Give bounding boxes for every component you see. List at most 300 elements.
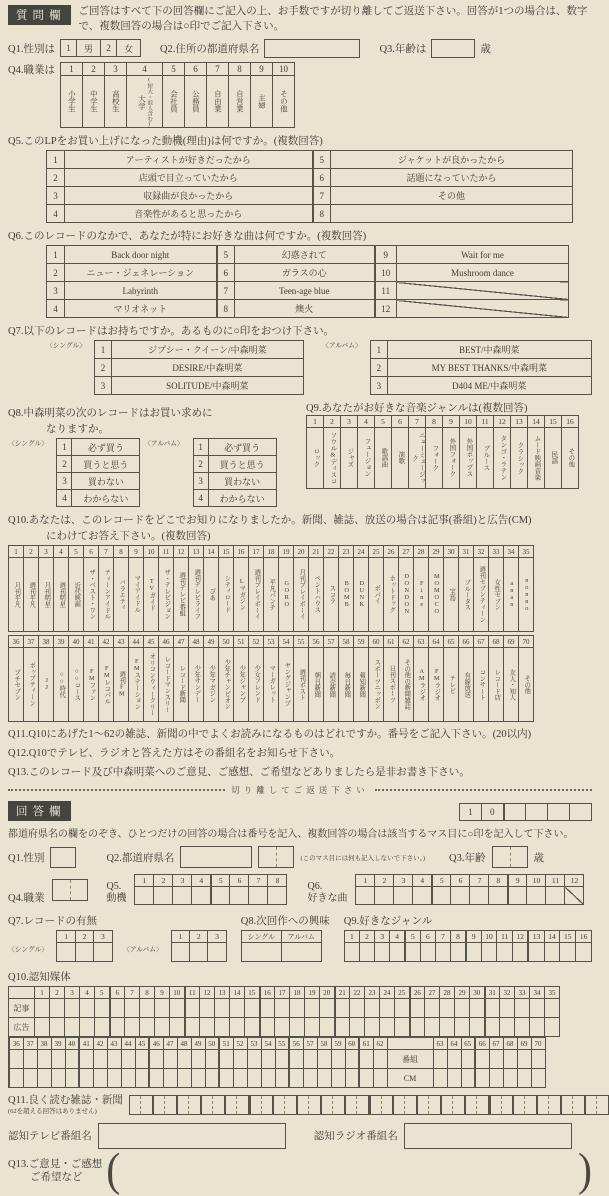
answer-q10a-cell[interactable] (290, 999, 305, 1018)
answer-q10b-cell[interactable] (177, 1069, 191, 1088)
answer-q10a-number: 9 (155, 987, 170, 999)
answer-q10b-cell[interactable] (247, 1069, 261, 1088)
answer-q7-album-grid-cell[interactable] (171, 943, 189, 962)
answer-q10b-cell[interactable] (447, 1069, 461, 1088)
answer-q10a-cell[interactable] (185, 1018, 200, 1037)
answer-q10a-cell[interactable] (350, 999, 365, 1018)
answer-q8-grid (241, 930, 322, 962)
answer-q9-label: Q9.好きなジャンル (343, 916, 433, 928)
answer-q6-grid-number: 2 (375, 875, 394, 887)
q10-media-label-label: 友人・知人 (508, 668, 516, 701)
answer-q10b-cell[interactable] (219, 1069, 233, 1088)
q4-number: 10 (272, 62, 294, 75)
answer-q11-cell[interactable] (321, 1095, 345, 1115)
q10-media-number: 16 (234, 546, 249, 558)
answer-code-cell[interactable] (504, 804, 526, 821)
answer-q10a-cell[interactable] (320, 1018, 335, 1037)
answer-q10b-cell[interactable] (317, 1050, 331, 1069)
answer-q10b-cell[interactable] (93, 1050, 107, 1069)
q10-media-number: 61 (384, 636, 399, 648)
answer-q3-age-box[interactable] (492, 846, 528, 868)
answer-q10b-cell[interactable] (23, 1069, 37, 1088)
q10-media-label-label: MOMOCO (433, 573, 441, 616)
answer-q6-label-line2: 好きな曲 (307, 893, 348, 905)
answer-q10b-cell[interactable] (37, 1069, 51, 1088)
answer-q5-label-line2: 動機 (106, 893, 127, 905)
q10-media-number: 45 (144, 636, 159, 648)
answer-q10a-number: 28 (440, 987, 455, 999)
answer-q9-grid-cell[interactable] (481, 943, 497, 962)
q10-media-label-label: FMファン (88, 667, 96, 701)
answer-q10a-cell[interactable] (395, 1018, 410, 1037)
q4-number: 8 (228, 62, 250, 75)
answer-q11-cell[interactable] (201, 1095, 225, 1115)
answer-q10a-cell[interactable] (440, 1018, 455, 1037)
answer-q10a-cell[interactable] (350, 1018, 365, 1037)
answer-q10a-cell[interactable] (425, 999, 440, 1018)
answer-q7-album-grid-cell[interactable] (208, 943, 226, 962)
answer-q5-grid-cell[interactable] (249, 887, 268, 905)
answer-q9-grid-cell[interactable] (528, 943, 544, 962)
answer-q10b-number: 39 (51, 1038, 65, 1050)
answer-q10b-cell[interactable] (317, 1069, 331, 1088)
answer-q10b-cell[interactable] (461, 1069, 475, 1088)
answer-q9-grid-cell[interactable] (390, 943, 405, 962)
answer-q10a-cell[interactable] (245, 1018, 260, 1037)
answer-q10b-cell[interactable] (373, 1050, 387, 1069)
q10-media-label (99, 558, 114, 632)
answer-q10a-cell[interactable] (50, 999, 65, 1018)
q5-block (8, 133, 592, 223)
answer-q10a-cell[interactable] (545, 999, 560, 1018)
answer-q10b-cell[interactable] (121, 1069, 135, 1088)
answer-q6-grid-cell[interactable] (451, 887, 470, 905)
q9-genre-number: 5 (375, 416, 392, 428)
answer-q10b-cell[interactable] (503, 1050, 517, 1069)
answer-q10a-cell[interactable] (380, 1018, 395, 1037)
q3-age-box[interactable] (431, 39, 475, 58)
q9-genre-label (511, 428, 528, 489)
q10-media-label (249, 648, 264, 722)
answer-q10a-cell[interactable] (365, 1018, 380, 1037)
q10-media-number: 38 (39, 636, 54, 648)
answer-q10b-cell[interactable] (65, 1050, 79, 1069)
answer-q10b-cell[interactable] (205, 1069, 219, 1088)
answer-q10b-cell[interactable] (489, 1069, 503, 1088)
answer-q1-gender-box[interactable] (50, 847, 76, 868)
answer-q10a-cell[interactable] (200, 999, 215, 1018)
answer-q10b-cell[interactable] (261, 1069, 275, 1088)
answer-q9-grid-cell[interactable] (451, 943, 466, 962)
answer-q10a-cell[interactable] (65, 1018, 80, 1037)
answer-q10a-cell[interactable] (230, 1018, 245, 1037)
answer-q10a-cell[interactable] (260, 1018, 275, 1037)
q4-job-label-label: 公務員 (191, 89, 201, 113)
answer-q11-cell[interactable] (537, 1095, 561, 1115)
answer-q7-single-grid-number: 1 (57, 931, 75, 943)
q10-media-label (84, 558, 99, 632)
q4-job-label-label: 小学生 (67, 89, 77, 113)
q8-album-table-slot (193, 438, 277, 507)
answer-q12-radio-label: 認知ラジオ番組名 (313, 1131, 398, 1143)
answer-q10a-cell[interactable] (110, 1018, 125, 1037)
answer-q10b-cell[interactable] (289, 1069, 303, 1088)
answer-q2-label: Q2.都道府県名 (106, 852, 175, 864)
answer-q10b-cell[interactable] (149, 1069, 163, 1088)
answer-q11-cell[interactable] (297, 1095, 321, 1115)
answer-q10b-cell[interactable] (79, 1069, 93, 1088)
answer-q9-grid-cell[interactable] (344, 943, 359, 962)
answer-q10a-cell[interactable] (440, 999, 455, 1018)
q5-option-number: 4 (47, 205, 65, 223)
answer-q10b-cell[interactable] (275, 1069, 289, 1088)
answer-q10a-cell[interactable] (80, 1018, 95, 1037)
answer-q10a-cell[interactable] (95, 1018, 110, 1037)
q10-media-number: 46 (159, 636, 174, 648)
answer-q10a-cell[interactable] (275, 999, 290, 1018)
answer-q10b-cell[interactable] (51, 1050, 65, 1069)
answer-q10b-cell[interactable] (447, 1050, 461, 1069)
answer-q11-cell[interactable] (489, 1095, 513, 1115)
answer-q6-grid-cell[interactable] (375, 887, 394, 905)
answer-q10a-cell[interactable] (215, 999, 230, 1018)
answer-q10b-cell[interactable] (205, 1050, 219, 1069)
answer-q8-cell[interactable] (241, 943, 281, 962)
q8-option-label: 必ず買う (208, 439, 276, 456)
answer-q7-single-grid-cell[interactable] (94, 943, 112, 962)
answer-q11-cell[interactable] (513, 1095, 537, 1115)
q10-media-number: 24 (354, 546, 369, 558)
answer-q10a-cell[interactable] (410, 999, 425, 1018)
answer-q8-cell[interactable] (281, 943, 321, 962)
answer-q10b-cell[interactable] (107, 1069, 121, 1088)
answer-q10b-cell[interactable] (261, 1050, 275, 1069)
answer-q9-grid-cell[interactable] (560, 943, 576, 962)
q2-prefecture-box[interactable] (264, 39, 360, 58)
answer-q10a-cell[interactable] (425, 1018, 440, 1037)
answer-q10b-cell[interactable] (191, 1069, 205, 1088)
answer-q10a-cell[interactable] (35, 999, 50, 1018)
answer-q11-cell[interactable] (249, 1095, 273, 1115)
answer-q10b-cell[interactable] (331, 1050, 345, 1069)
q10-media-label-label: プチセブン (13, 668, 21, 701)
q6-song-number: 3 (47, 282, 65, 300)
answer-q5-grid-cell[interactable] (230, 887, 249, 905)
answer-q10b-cell[interactable] (219, 1050, 233, 1069)
answer-q10a-cell[interactable] (365, 999, 380, 1018)
answer-q7-single-grid-cell[interactable] (75, 943, 93, 962)
answer-q11-cell[interactable] (393, 1095, 417, 1115)
answer-q10a-cell[interactable] (185, 999, 200, 1018)
answer-q6-grid-cell[interactable] (489, 887, 508, 905)
answer-q4-occupation-box[interactable] (52, 879, 88, 901)
answer-q10a-cell[interactable] (545, 1018, 560, 1037)
answer-q5-grid-cell[interactable] (135, 887, 154, 905)
answer-q7-album-grid-cell[interactable] (190, 943, 208, 962)
answer-q11-cell[interactable] (273, 1095, 297, 1115)
q10-media-label-label: その他 (523, 674, 531, 694)
q10-media-label (489, 558, 504, 632)
answer-q12-radio-box[interactable] (404, 1123, 572, 1149)
answer-q6-grid-cell[interactable] (565, 887, 584, 905)
answer-q10a-cell[interactable] (515, 999, 530, 1018)
answer-q5-grid-cell[interactable] (211, 887, 230, 905)
answer-q11-cell[interactable] (153, 1095, 177, 1115)
answer-q10a-cell[interactable] (320, 999, 335, 1018)
answer-q10a-cell[interactable] (530, 1018, 545, 1037)
answer-q10a-cell[interactable] (485, 999, 500, 1018)
answer-q8-grid-slot (241, 930, 330, 962)
answer-q10b-cell[interactable] (233, 1050, 247, 1069)
answer-q10b-cell[interactable] (37, 1050, 51, 1069)
answer-q10a-cell[interactable] (245, 999, 260, 1018)
answer-q10a-cell[interactable] (305, 999, 320, 1018)
answer-q10a-cell[interactable] (305, 1018, 320, 1037)
answer-q5-grid-number: 7 (249, 875, 268, 887)
answer-q10b-cell[interactable] (489, 1050, 503, 1069)
answer-code-cell[interactable] (570, 804, 592, 821)
q10-media-label (144, 648, 159, 722)
q4-number: 6 (184, 62, 206, 75)
q9-genre-label-label: クラシック (516, 441, 524, 475)
answer-q10b-cell[interactable] (163, 1069, 177, 1088)
q10-media-label-label: ザ・ベスト・ワン (88, 569, 96, 620)
answer-q10a-cell[interactable] (170, 999, 185, 1018)
answer-q10a-cell[interactable] (140, 1018, 155, 1037)
answer-q11-cell[interactable] (369, 1095, 393, 1115)
q10-media-label (309, 558, 324, 632)
answer-q10a-cell[interactable] (170, 1018, 185, 1037)
answer-q10b-cell[interactable] (191, 1050, 205, 1069)
q10-media-number: 69 (504, 636, 519, 648)
answer-q6-grid-number: 12 (565, 875, 584, 887)
answer-q10a-cell[interactable] (155, 999, 170, 1018)
answer-q7-single-grid (56, 930, 112, 962)
q5-option-label: 収録曲が良かったから (65, 187, 313, 205)
answer-q2-code-box[interactable] (258, 846, 294, 868)
answer-q10a-cell[interactable] (500, 999, 515, 1018)
q8-option-number: 3 (57, 473, 72, 490)
answer-q6-grid-cell[interactable] (470, 887, 489, 905)
answer-q9-grid-cell[interactable] (420, 943, 435, 962)
answer-q6-grid-cell[interactable] (527, 887, 546, 905)
answer-q10a-cell[interactable] (455, 1018, 470, 1037)
answer-q10a-cell[interactable] (290, 1018, 305, 1037)
answer-q10b-cell[interactable] (65, 1069, 79, 1088)
answer-q11-cell[interactable] (129, 1095, 153, 1115)
answer-q10b-cell[interactable] (345, 1069, 359, 1088)
answer-q5-grid-cell[interactable] (173, 887, 192, 905)
answer-q10a-cell[interactable] (485, 1018, 500, 1037)
q7-record-number: 1 (95, 341, 111, 359)
answer-q10b-cell[interactable] (433, 1050, 447, 1069)
answer-q10b-cell[interactable] (247, 1050, 261, 1069)
answer-q12-tv-box[interactable] (98, 1123, 286, 1149)
answer-q10a-cell[interactable] (455, 999, 470, 1018)
q4-job-univ-wrap (138, 76, 152, 128)
q9-genre-number: 1 (307, 416, 324, 428)
answer-q10a-cell[interactable] (95, 999, 110, 1018)
answer-q5-grid-number: 3 (173, 875, 192, 887)
answer-q5-grid-cell[interactable] (154, 887, 173, 905)
answer-q10a-cell[interactable] (395, 999, 410, 1018)
answer-q10b-cell[interactable] (303, 1069, 317, 1088)
answer-q9-grid-cell[interactable] (576, 943, 592, 962)
answer-q11-cell[interactable] (345, 1095, 369, 1115)
answer-q10b-cell[interactable] (275, 1050, 289, 1069)
answer-q10a-cell[interactable] (215, 1018, 230, 1037)
q10-media-label-label: 月刊平凡 (13, 581, 21, 607)
answer-q10b-cell[interactable] (461, 1050, 475, 1069)
answer-q7-q9-row (8, 913, 592, 962)
answer-q10a-cell[interactable] (335, 999, 350, 1018)
answer-q10b-cell[interactable] (345, 1050, 359, 1069)
answer-q6-grid-cell[interactable] (394, 887, 413, 905)
answer-q10a-cell[interactable] (380, 999, 395, 1018)
q10-media-number: 26 (384, 546, 399, 558)
answer-q10b-cell[interactable] (531, 1050, 545, 1069)
answer-q10b-cell[interactable] (107, 1050, 121, 1069)
answer-q10a-cell[interactable] (500, 1018, 515, 1037)
answer-q9-block (344, 913, 592, 962)
q10-media-label-label: 少年サンデー (193, 665, 201, 704)
answer-q2-prefecture-box[interactable] (180, 846, 252, 868)
answer-q10b-cell[interactable] (359, 1050, 373, 1069)
answer-q11-cell[interactable] (561, 1095, 585, 1115)
q9-block (306, 400, 579, 489)
q4-job-label (162, 75, 184, 128)
answer-q10b-number: 48 (177, 1038, 191, 1050)
answer-q10b-cell[interactable] (373, 1069, 387, 1088)
q10-media-label-label: anan (508, 580, 516, 609)
answer-q9-grid-cell[interactable] (513, 943, 529, 962)
answer-q10a-cell[interactable] (125, 1018, 140, 1037)
answer-q10a-cell[interactable] (80, 999, 95, 1018)
answer-q10a-cell[interactable] (530, 999, 545, 1018)
answer-q10b-cell[interactable] (517, 1069, 531, 1088)
answer-q10b-cell[interactable] (475, 1050, 489, 1069)
q10-media-label-label: TVガイド (148, 577, 156, 611)
answer-q10b-cell[interactable] (93, 1069, 107, 1088)
answer-q6-grid-cell[interactable] (508, 887, 527, 905)
answer-q6-grid-cell[interactable] (546, 887, 565, 905)
answer-q6-grid-cell[interactable] (432, 887, 451, 905)
q10-media-label-label: レコード店 (493, 668, 501, 701)
answer-q10a-cell[interactable] (125, 999, 140, 1018)
answer-q11-cell[interactable] (585, 1095, 609, 1115)
q10-media-label (204, 648, 219, 722)
q10-media-number: 66 (459, 636, 474, 648)
answer-code-cell[interactable] (526, 804, 548, 821)
answer-q11-cell[interactable] (465, 1095, 489, 1115)
q6-song-title (397, 282, 569, 300)
answer-q11-cell[interactable] (225, 1095, 249, 1115)
answer-q10a-cell[interactable] (200, 1018, 215, 1037)
answer-q9-grid-cell[interactable] (375, 943, 390, 962)
answer-q11-cell[interactable] (441, 1095, 465, 1115)
answer-q10a-cell[interactable] (140, 999, 155, 1018)
q10-media-number: 59 (354, 636, 369, 648)
answer-q5-grid-cell[interactable] (192, 887, 211, 905)
q10-media-label (129, 648, 144, 722)
q10-media-label (384, 648, 399, 722)
answer-q10a-cell[interactable] (335, 1018, 350, 1037)
q10-media-label (339, 648, 354, 722)
answer-q7-single-grid-cell[interactable] (57, 943, 75, 962)
answer-q11-cell[interactable] (417, 1095, 441, 1115)
q8-option-label: わからない (72, 490, 140, 507)
answer-q10b-cell[interactable] (149, 1050, 163, 1069)
answer-q10b-cell[interactable] (121, 1050, 135, 1069)
answer-q10b-cell[interactable] (51, 1069, 65, 1088)
answer-q9-grid-cell[interactable] (435, 943, 450, 962)
answer-q9-grid-cell[interactable] (359, 943, 374, 962)
q8-album-tag: 〈アルバム〉 (144, 439, 185, 448)
answer-q5-grid-cell[interactable] (268, 887, 287, 905)
q8-option-number: 4 (193, 490, 208, 507)
answer-q10b-cell[interactable] (359, 1069, 373, 1088)
answer-q9-grid-cell[interactable] (544, 943, 560, 962)
answer-code-cell[interactable] (548, 804, 570, 821)
q9-genre-label (460, 428, 477, 489)
answer-q10b-cell[interactable] (163, 1050, 177, 1069)
answer-q10a-cell[interactable] (35, 1018, 50, 1037)
q10-media-label (444, 648, 459, 722)
answer-q10a-cell[interactable] (50, 1018, 65, 1037)
answer-q10a-cell[interactable] (155, 1018, 170, 1037)
answer-q10b-cell[interactable] (9, 1069, 23, 1088)
answer-q10a-cell[interactable] (470, 1018, 485, 1037)
answer-q10a-cell[interactable] (230, 999, 245, 1018)
q9-title: Q9.あなたがお好きな音楽ジャンルは(複数回答) (306, 403, 528, 415)
answer-q10b-cell[interactable] (289, 1050, 303, 1069)
answer-q9-grid-number: 12 (513, 931, 529, 943)
answer-q10a-cell[interactable] (260, 999, 275, 1018)
answer-q9-grid-number: 16 (576, 931, 592, 943)
answer-q9-grid-cell[interactable] (466, 943, 481, 962)
q10-media-label-label: 平凡パンチ (268, 578, 276, 611)
answer-q10b-cell[interactable] (531, 1069, 545, 1088)
answer-q10-grid-a-slot (8, 986, 592, 1037)
answer-q10a-cell[interactable] (410, 1018, 425, 1037)
answer-q6-grid-cell[interactable] (413, 887, 432, 905)
answer-q10b-cell[interactable] (135, 1050, 149, 1069)
answer-q9-grid-cell[interactable] (405, 943, 420, 962)
answer-q10a-cell[interactable] (65, 999, 80, 1018)
answer-q10b-cell[interactable] (233, 1069, 247, 1088)
answer-q10b-cell[interactable] (177, 1050, 191, 1069)
answer-q10b-cell[interactable] (9, 1050, 23, 1069)
answer-q10b-cell[interactable] (135, 1069, 149, 1088)
answer-q10b-cell[interactable] (503, 1069, 517, 1088)
answer-q10b-cell[interactable] (433, 1069, 447, 1088)
answer-q10b-cell[interactable] (79, 1050, 93, 1069)
answer-q6-grid-cell[interactable] (356, 887, 375, 905)
answer-q11-cell[interactable] (177, 1095, 201, 1115)
q10-media-label (294, 558, 309, 632)
answer-q10b-cell[interactable] (23, 1050, 37, 1069)
answer-q10b-cell[interactable] (303, 1050, 317, 1069)
answer-q10a-cell[interactable] (275, 1018, 290, 1037)
q10-media-label (324, 558, 339, 632)
answer-q10b-cell[interactable] (517, 1050, 531, 1069)
answer-q10a-cell[interactable] (470, 999, 485, 1018)
answer-q10a-cell[interactable] (515, 1018, 530, 1037)
answer-q10b-cell[interactable] (331, 1069, 345, 1088)
answer-q10b-cell[interactable] (475, 1069, 489, 1088)
answer-q10a-cell[interactable] (110, 999, 125, 1018)
answer-q9-grid-cell[interactable] (497, 943, 513, 962)
